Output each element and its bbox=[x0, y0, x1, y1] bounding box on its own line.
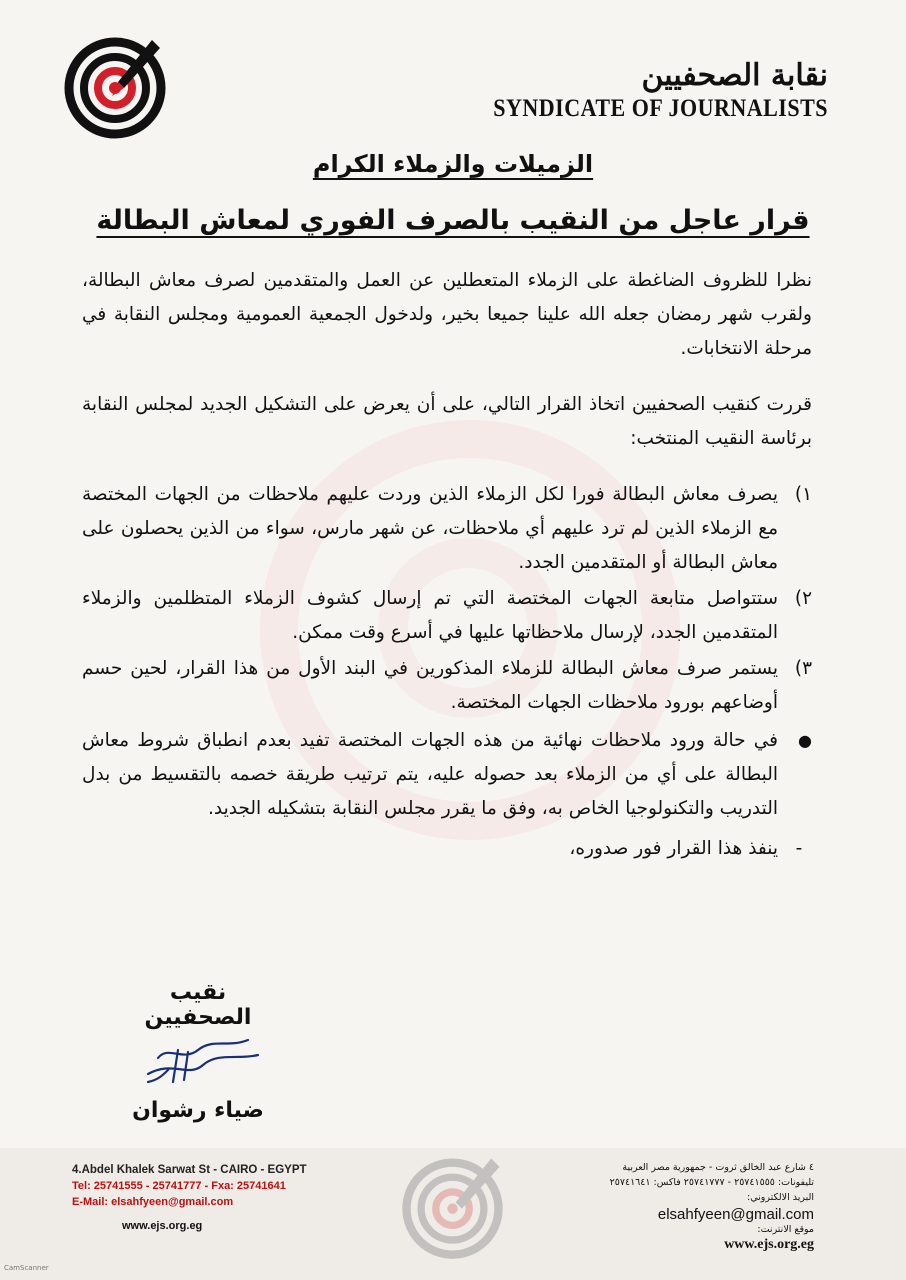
brand-block bbox=[493, 58, 828, 121]
email-label-arabic: البريد الالكتروني: bbox=[747, 1192, 814, 1203]
dash-icon: - bbox=[795, 838, 803, 859]
signature-block bbox=[118, 980, 278, 1123]
item-number: ١) bbox=[794, 484, 812, 505]
bullet-text: في حالة ورود ملاحظات نهائية من هذه الجهات المختصة تفيد بعدم انطباق شروط معاش البطالة على أي من الزملاء بعد حصوله عليه، يتم ترتيب طريقة خصمه بالتقسيط من بدل التدريب والتكنولوجيا الخاص به، وفق ما يقرر مجلس النقابة بتشكيله الجديد. bbox=[82, 730, 778, 819]
greeting-heading: الزميلات والزملاء الكرام bbox=[312, 150, 594, 178]
email-english: E-Mail: elsahfyeen@gmail.com bbox=[72, 1196, 234, 1208]
syndicate-logo-icon bbox=[60, 30, 170, 140]
letter-body bbox=[82, 264, 812, 866]
scanner-watermark: CamScanner bbox=[4, 1264, 49, 1272]
address-arabic: ٤ شارع عبد الخالق ثروت - جمهورية مصر العربية bbox=[622, 1162, 814, 1173]
decision-paragraph: قررت كنقيب الصحفيين اتخاذ القرار التالي، على أن يعرض على التشكيل الجديد لمجلس النقابة برئاسة النقيب المنتخب: bbox=[82, 394, 812, 449]
decision-items bbox=[82, 478, 812, 720]
footer-contact-arabic bbox=[514, 1160, 814, 1252]
phone-arabic: تليفونات: ٢٥٧٤١٥٥٥ - ٢٥٧٤١٧٧٧ فاكس: ٢٥٧٤١٦٤١ bbox=[609, 1177, 814, 1188]
decision-item bbox=[82, 652, 812, 720]
website-arabic: www.ejs.org.eg bbox=[724, 1237, 814, 1252]
handwritten-signature-icon bbox=[118, 1030, 278, 1092]
email-arabic: elsahfyeen@gmail.com bbox=[657, 1206, 814, 1223]
item-text: يستمر صرف معاش البطالة للزملاء المذكورين في البند الأول من هذا القرار، لحين حسم أوضاعهم بورود ملاحظات الجهات المختصة. bbox=[82, 658, 778, 713]
decision-title: قرار عاجل من النقيب بالصرف الفوري لمعاش البطالة bbox=[96, 205, 810, 236]
website-label-arabic: موقع الانترنت: bbox=[757, 1224, 814, 1235]
footer-logo-icon bbox=[395, 1148, 510, 1263]
dash-item bbox=[82, 832, 812, 866]
item-text: ستتواصل متابعة الجهات المختصة التي تم إرسال كشوف الزملاء المتظلمين والزملاء المتقدمين الجدد، لإرسال ملاحظاتها عليها في أسرع وقت ممكن. bbox=[82, 588, 778, 643]
brand-name-arabic: نقابة الصحفيين bbox=[641, 58, 828, 93]
signatory-name: ضياء رشوان bbox=[132, 1098, 264, 1123]
item-number: ٣) bbox=[794, 658, 812, 679]
decision-item bbox=[82, 582, 812, 650]
intro-paragraph: نظرا للظروف الضاغطة على الزملاء المتعطلين عن العمل والمتقدمين لصرف معاش البطالة، ولقرب شهر رمضان جعله الله علينا جميعا بخير، ولدخول الجمعية العمومية ومجلس النقابة في مرحلة الانتخابات. bbox=[82, 270, 812, 359]
bullet-item bbox=[82, 724, 812, 826]
item-number: ٢) bbox=[794, 588, 812, 609]
decision-item bbox=[82, 478, 812, 580]
signatory-role: نقيب الصحفيين bbox=[144, 980, 252, 1030]
dash-text: ينفذ هذا القرار فور صدوره، bbox=[569, 838, 778, 859]
website-english: www.ejs.org.eg bbox=[122, 1220, 203, 1232]
brand-name-english: SYNDICATE OF JOURNALISTS bbox=[493, 93, 828, 122]
address-english: 4.Abdel Khalek Sarwat St - CAIRO - EGYPT bbox=[72, 1164, 307, 1176]
phone-english: Tel: 25741555 - 25741777 - Fxa: 25741641 bbox=[72, 1180, 286, 1192]
footer-contact-english bbox=[72, 1162, 307, 1234]
item-text: يصرف معاش البطالة فورا لكل الزملاء الذين وردت عليهم ملاحظات من الجهات المختصة مع الزملاء الذين لم ترد عليهم أي ملاحظات، عن شهر مارس، سواء من الذين يحصلون على معاش البطالة أو المتقدمين الجدد. bbox=[82, 484, 778, 573]
bullet-icon: ● bbox=[798, 731, 812, 750]
